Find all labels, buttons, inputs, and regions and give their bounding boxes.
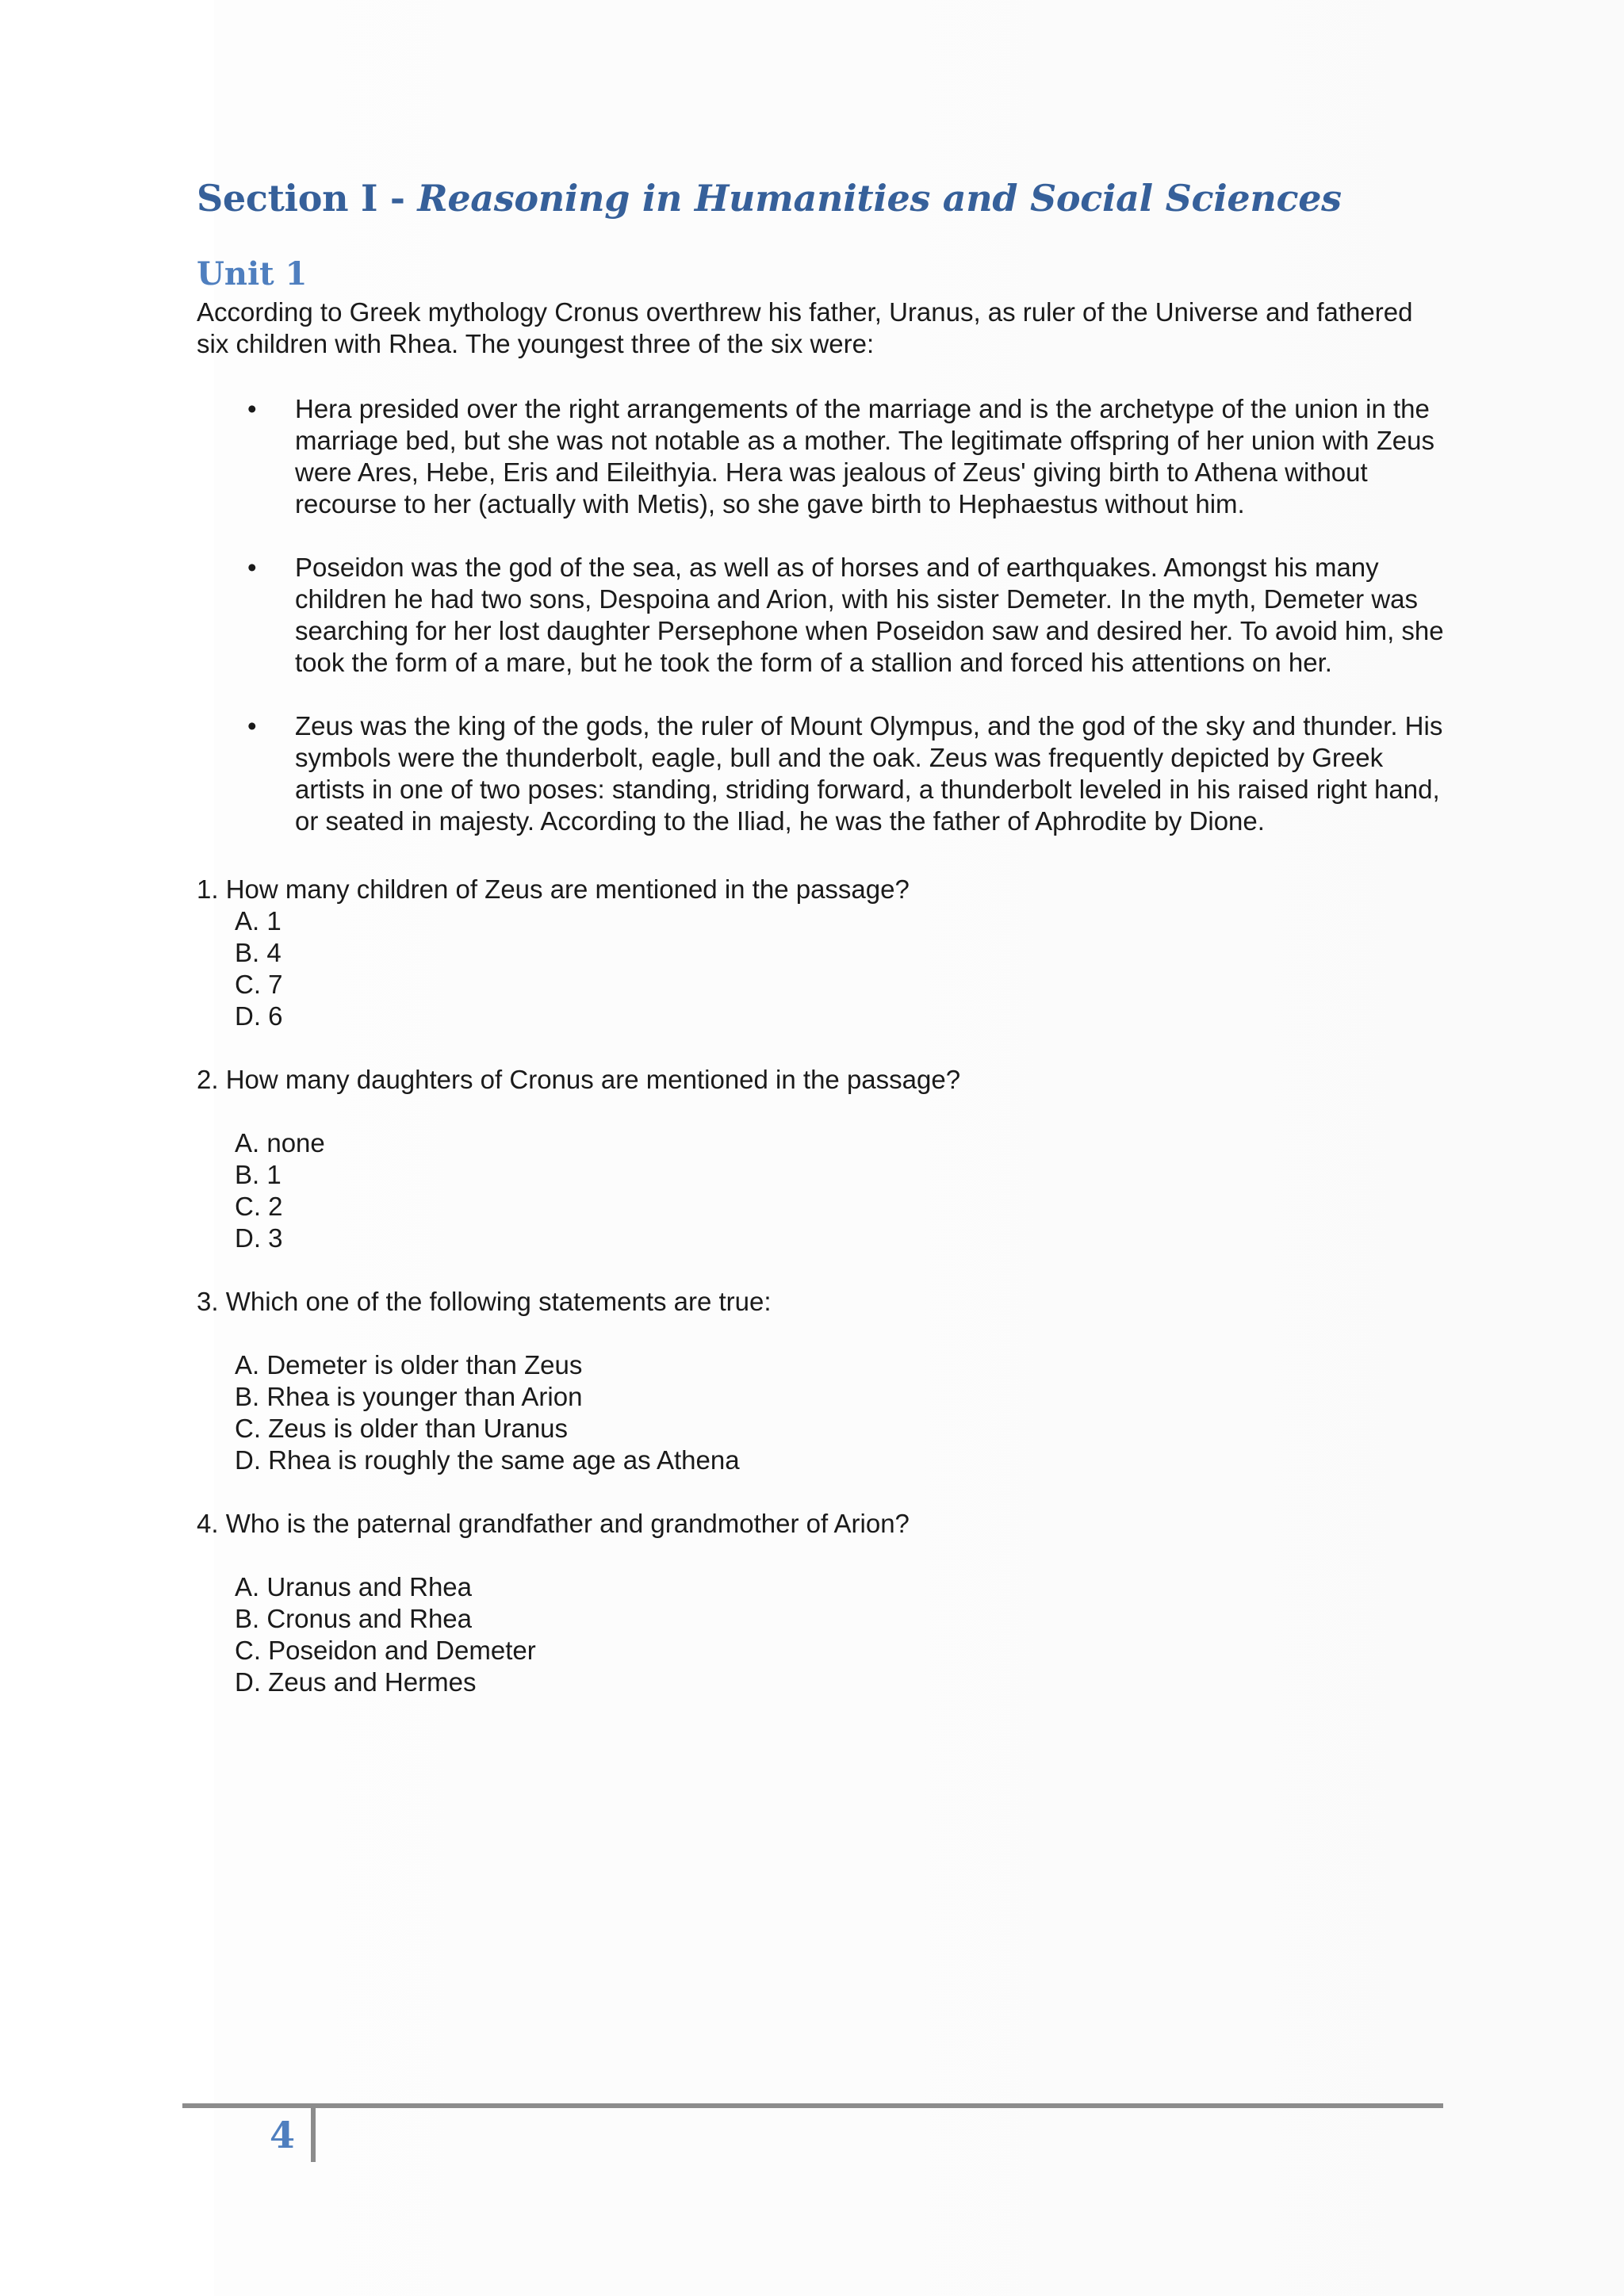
section-title-prefix: Section I - (197, 177, 418, 220)
option-list (197, 1349, 1450, 1476)
option-b: B. Cronus and Rhea (235, 1604, 473, 1633)
bullet-text: Hera presided over the right arrangements of the marriage and is the archetype of the union in the marriage bed, but she was not notable as a mother. The legitimate offspring of her union with Zeus were Ares, Hebe, Eris and Eileithyia. Hera was jealous of Zeus' giving birth to Athena without recourse to her (actually with Metis), so she gave birth to Hephaestus without him. (295, 394, 1434, 519)
option-b: B. Rhea is younger than Arion (235, 1382, 583, 1411)
footer-rule (182, 2103, 1443, 2108)
option-a: A. none (235, 1128, 325, 1158)
bullet-item-zeus (197, 710, 1450, 837)
footer-divider (311, 2107, 316, 2162)
question-text: 1. How many children of Zeus are mentioned in the passage? (197, 874, 910, 904)
question-text: 3. Which one of the following statements are true: (197, 1287, 772, 1316)
option-d: D. Zeus and Hermes (235, 1667, 477, 1697)
question-text: 2. How many daughters of Cronus are mentioned in the passage? (197, 1065, 961, 1094)
option-b: B. 4 (235, 938, 282, 967)
bullet-dot-icon: • (247, 553, 257, 582)
question-2 (197, 1064, 1450, 1254)
option-a: A. 1 (235, 906, 282, 936)
question-4 (197, 1508, 1450, 1698)
page-number: 4 (270, 2114, 296, 2156)
option-list (197, 1127, 1450, 1254)
section-title (197, 174, 1450, 222)
option-c: C. Zeus is older than Uranus (235, 1414, 569, 1443)
question-3 (197, 1286, 1450, 1476)
option-b: B. 1 (235, 1160, 282, 1189)
option-list (197, 1571, 1450, 1698)
bullet-dot-icon: • (247, 711, 257, 740)
option-list (197, 905, 1450, 1032)
unit-title: Unit 1 (197, 255, 308, 293)
bullet-dot-icon: • (247, 394, 257, 423)
unit-intro: According to Greek mythology Cronus overthrew his father, Uranus, as ruler of the Universe and fathered six children with Rhea. The youngest three of the six were: (197, 297, 1413, 358)
questions (197, 874, 1450, 1698)
bullet-text: Poseidon was the god of the sea, as well as of horses and of earthquakes. Amongst his many children he had two sons, Despoina and Arion, with his sister Demeter. In the myth, Demeter was searching for her lost daughter Persephone when Poseidon saw and desired her. To avoid him, she took the form of a mare, but he took the form of a stallion and forced his attentions on her. (295, 553, 1444, 677)
option-c: C. 7 (235, 970, 283, 999)
option-a: A. Demeter is older than Zeus (235, 1350, 583, 1380)
bullet-item-hera (197, 393, 1450, 520)
bullet-list (197, 393, 1450, 837)
question-text: 4. Who is the paternal grandfather and grandmother of Arion? (197, 1509, 910, 1538)
option-c: C. Poseidon and Demeter (235, 1636, 536, 1665)
option-c: C. 2 (235, 1192, 283, 1221)
bullet-item-poseidon (197, 552, 1450, 679)
bullet-text: Zeus was the king of the gods, the ruler of Mount Olympus, and the god of the sky and thunder. His symbols were the thunderbolt, eagle, bull and the oak. Zeus was frequently depicted by Greek artists in one of two poses: standing, striding forward, a thunderbolt leveled in his raised right hand, or seated in majesty. According to the Iliad, he was the father of Aphrodite by Dione. (295, 711, 1443, 836)
section-title-italic: Reasoning in Humanities and Social Sciences (417, 177, 1342, 220)
option-d: D. 6 (235, 1001, 283, 1031)
option-d: D. Rhea is roughly the same age as Athena (235, 1445, 740, 1475)
question-1 (197, 874, 1450, 1032)
option-a: A. Uranus and Rhea (235, 1572, 473, 1601)
page-content (197, 174, 1450, 1730)
option-d: D. 3 (235, 1223, 283, 1253)
